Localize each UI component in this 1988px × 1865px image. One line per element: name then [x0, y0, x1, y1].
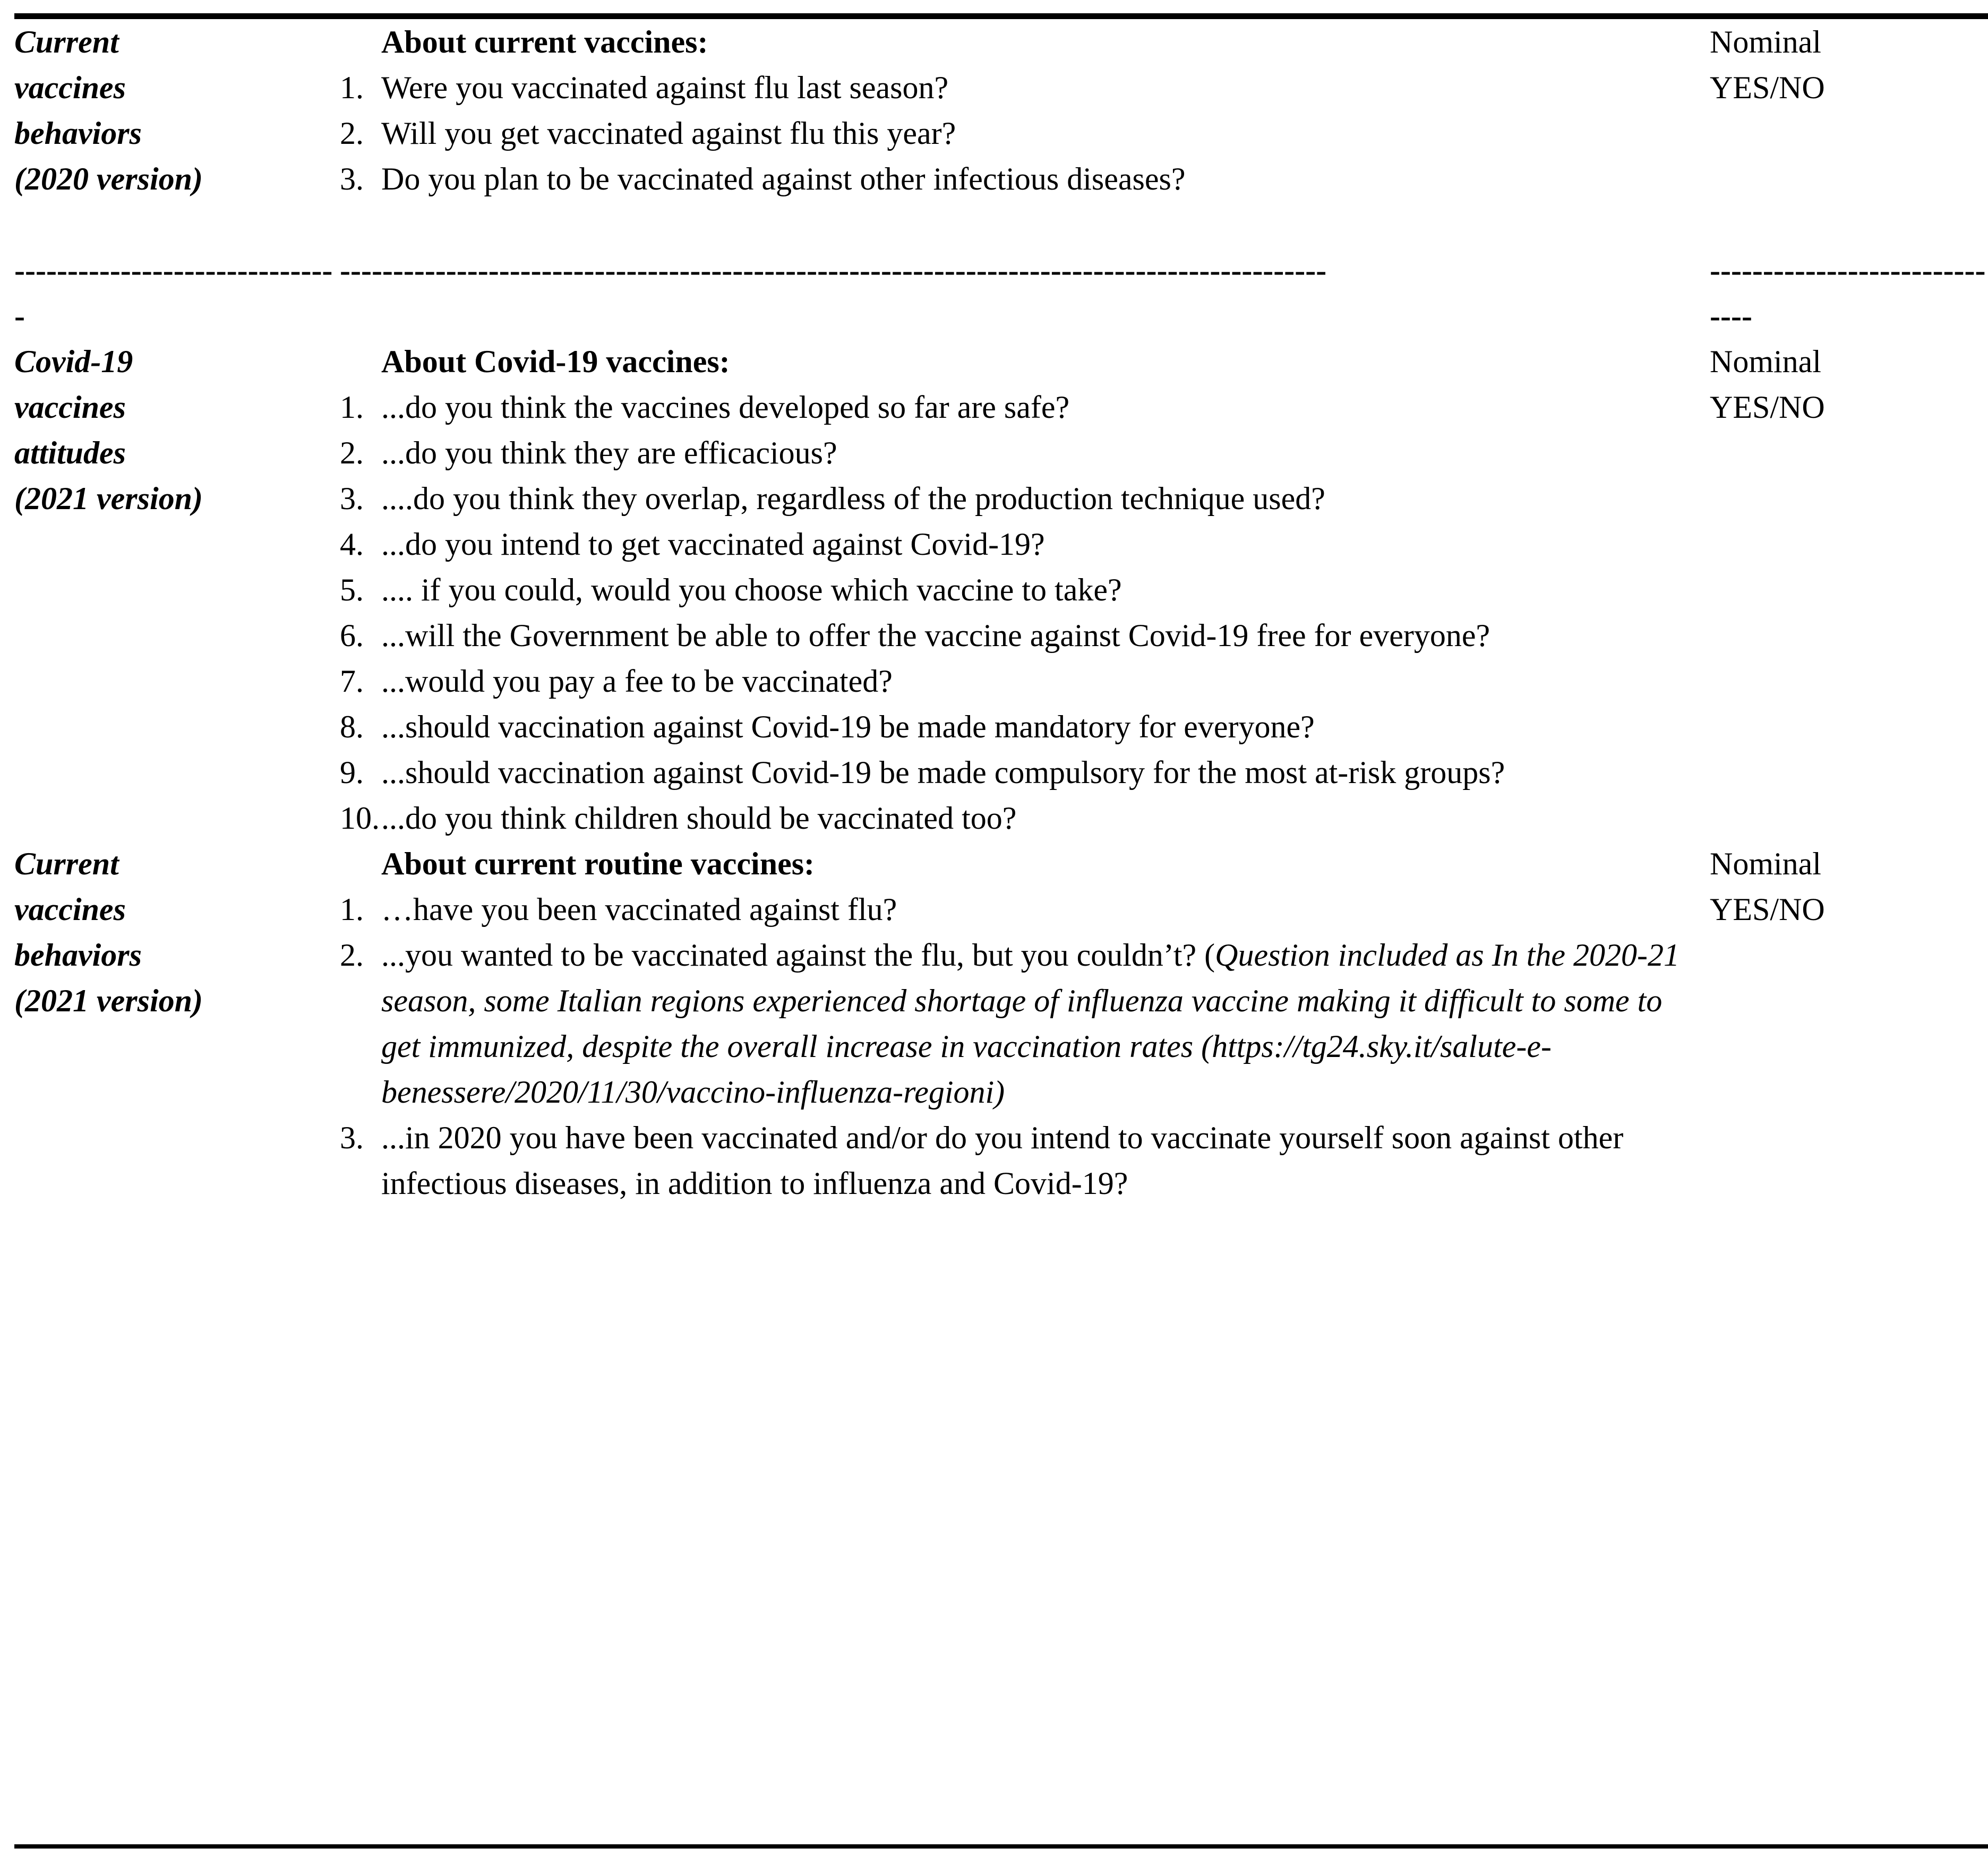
table-row — [0, 841, 1988, 1206]
list-item — [340, 1115, 1686, 1206]
item-text: ...do you think they are efficacious? — [381, 435, 837, 470]
item-text: .... if you could, would you choose which vaccine to take? — [381, 572, 1122, 607]
item-number: 3. — [340, 1120, 364, 1155]
item-text: ...would you pay a fee to be vaccinated? — [381, 664, 893, 699]
item-number: 8. — [340, 709, 364, 744]
table-bottom-rule — [14, 1844, 1988, 1849]
category-line: Current — [14, 846, 119, 881]
question-list — [340, 65, 1686, 202]
group-heading: About current vaccines: — [381, 24, 708, 59]
list-item — [340, 887, 1686, 932]
separator-dashes-scale: ------------------------------ — [1710, 253, 1986, 333]
scale-values: YES/NO — [1710, 390, 1825, 425]
item-number: 5. — [340, 572, 364, 607]
items-cell-current-routine-2021 — [340, 841, 1699, 1206]
items-cell-covid19-2021 — [340, 339, 1699, 841]
item-text: ...do you think children should be vaccinated too? — [381, 801, 1017, 836]
scale-type: Nominal — [1710, 846, 1821, 881]
item-number: 1. — [340, 70, 364, 105]
scale-type: Nominal — [1710, 344, 1821, 379]
list-item — [340, 110, 1686, 156]
category-line: vaccines — [14, 892, 126, 927]
table-top-rule — [14, 13, 1988, 19]
item-text: Do you plan to be vaccinated against other infectious diseases? — [381, 161, 1186, 196]
group-heading: About Covid-19 vaccines: — [381, 344, 730, 379]
list-item — [340, 430, 1686, 476]
item-number: 6. — [340, 618, 364, 653]
table-body — [0, 19, 1988, 1844]
list-item — [340, 932, 1686, 1115]
scale-cell-covid19-2021 — [1699, 339, 1988, 430]
category-cell-covid19-vaccines-attitudes-2021 — [0, 339, 340, 521]
category-line: (2021 version) — [14, 481, 203, 516]
item-text: …have you been vaccinated against flu? — [381, 892, 897, 927]
category-line: behaviors — [14, 938, 142, 973]
category-line: attitudes — [14, 435, 126, 470]
item-text: ...should vaccination against Covid-19 be made compulsory for the most at-risk groups? — [381, 755, 1505, 790]
items-cell-current-vaccines-2020 — [340, 19, 1699, 202]
scale-type: Nominal — [1710, 24, 1821, 59]
category-line: (2020 version) — [14, 161, 203, 196]
list-item — [340, 750, 1686, 795]
item-number: 2. — [340, 116, 364, 151]
category-line: vaccines — [14, 390, 126, 425]
list-item — [340, 613, 1686, 658]
table-row — [0, 19, 1988, 202]
group-heading: About current routine vaccines: — [381, 846, 815, 881]
item-text-plain: ...you wanted to be vaccinated against the flu, but you couldn’t? ( — [381, 938, 1215, 973]
item-number: 1. — [340, 390, 364, 425]
item-text: Will you get vaccinated against flu this year? — [381, 116, 956, 151]
item-text: ...in 2020 you have been vaccinated and/or do you intend to vaccinate yourself soon against other infectious diseases, in addition to influenza and Covid-19? — [381, 1120, 1624, 1201]
scale-values: YES/NO — [1710, 892, 1825, 927]
list-item — [340, 658, 1686, 704]
item-text: Were you vaccinated against flu last season? — [381, 70, 949, 105]
dashed-separator-row — [0, 247, 1988, 339]
list-item — [340, 795, 1686, 841]
list-item — [340, 65, 1686, 110]
item-text: ...will the Government be able to offer the vaccine against Covid-19 free for everyone? — [381, 618, 1490, 653]
category-cell-current-vaccines-behaviors-2020 — [0, 19, 340, 202]
item-text-with-note — [381, 932, 1686, 1115]
scale-cell-2020 — [1699, 19, 1988, 110]
item-number: 1. — [340, 892, 364, 927]
item-number: 10. — [340, 801, 380, 836]
list-item — [340, 384, 1686, 430]
category-line: Covid-19 — [14, 344, 133, 379]
category-line: behaviors — [14, 116, 142, 151]
list-item — [340, 704, 1686, 750]
category-line: Current — [14, 24, 119, 59]
list-item — [340, 476, 1686, 521]
separator-dashes-category: ------------------------------- — [14, 253, 333, 333]
item-number: 2. — [340, 938, 364, 973]
category-line: vaccines — [14, 70, 126, 105]
item-text-italic-note: Question included as In the 2020-21 season, some Italian regions experienced shortage of influenza vaccine making it difficult to some to get immunized, despite the overall increase in vaccination rates (https://tg24.sky.it/salute-e-benessere/2020/11/30/vaccino-influenza-regioni) — [381, 938, 1679, 1110]
item-number: 2. — [340, 435, 364, 470]
category-line: (2021 version) — [14, 983, 203, 1018]
item-text: ...do you intend to get vaccinated against Covid-19? — [381, 527, 1045, 562]
row-spacer — [0, 202, 1988, 247]
question-list — [340, 384, 1686, 841]
item-number: 3. — [340, 161, 364, 196]
item-text: ...should vaccination against Covid-19 be made mandatory for everyone? — [381, 709, 1315, 744]
scale-cell-current-routine-2021 — [1699, 841, 1988, 932]
list-item — [340, 521, 1686, 567]
scale-values: YES/NO — [1710, 70, 1825, 105]
list-item — [340, 567, 1686, 613]
category-cell-current-vaccines-behaviors-2021 — [0, 841, 340, 1024]
separator-dashes-items: --------------------------------------------------------------------------------------------- — [340, 253, 1327, 288]
item-number: 7. — [340, 664, 364, 699]
item-text: ...do you think the vaccines developed so far are safe? — [381, 390, 1070, 425]
item-number: 4. — [340, 527, 364, 562]
table-row — [0, 339, 1988, 841]
list-item — [340, 156, 1686, 202]
item-number: 3. — [340, 481, 364, 516]
item-text: ....do you think they overlap, regardless of the production technique used? — [381, 481, 1325, 516]
item-number: 9. — [340, 755, 364, 790]
question-list — [340, 887, 1686, 1206]
